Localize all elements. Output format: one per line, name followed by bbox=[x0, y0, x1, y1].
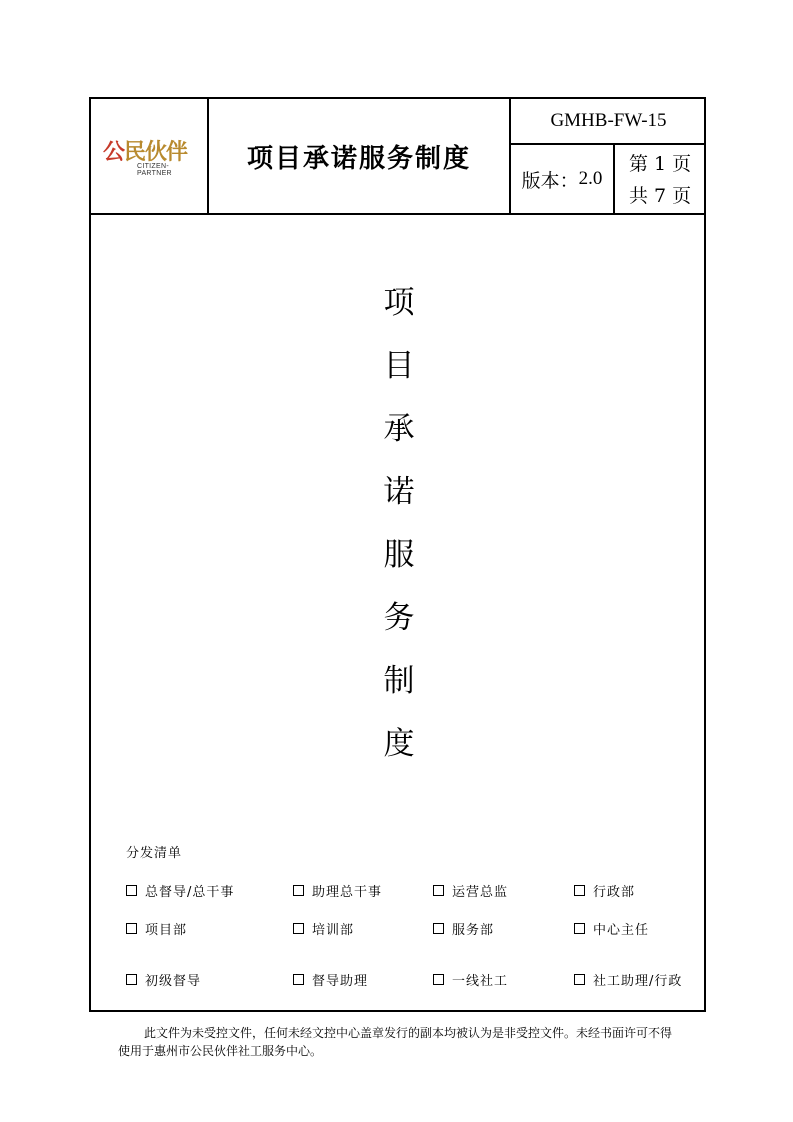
vertical-title-char: 目 bbox=[383, 348, 415, 384]
distribution-item-label: 助理总干事 bbox=[312, 885, 383, 900]
distribution-item[interactable] bbox=[433, 919, 494, 938]
vertical-title bbox=[376, 281, 422, 785]
distribution-item-label: 运营总监 bbox=[452, 885, 509, 900]
distribution-item[interactable] bbox=[433, 881, 508, 900]
logo bbox=[103, 135, 203, 179]
document-title: 项目承诺服务制度 bbox=[246, 143, 471, 174]
version-label: 版本： bbox=[521, 169, 579, 192]
vertical-title-char: 度 bbox=[383, 726, 415, 762]
checkbox[interactable] bbox=[574, 974, 585, 985]
vertical-title-char: 服 bbox=[383, 537, 415, 573]
checkbox[interactable] bbox=[126, 885, 137, 896]
distribution-item[interactable] bbox=[293, 970, 368, 989]
checkbox[interactable] bbox=[293, 885, 304, 896]
vertical-title-char: 诺 bbox=[383, 474, 415, 510]
distribution-item-label: 一线社工 bbox=[452, 974, 509, 989]
version-value: 2.0 bbox=[578, 168, 603, 189]
distribution-item[interactable] bbox=[126, 970, 201, 989]
checkbox[interactable] bbox=[126, 974, 137, 985]
checkbox[interactable] bbox=[574, 885, 585, 896]
distribution-item-label: 督导助理 bbox=[312, 974, 369, 989]
distribution-heading: 分发清单 bbox=[126, 846, 183, 861]
logo-text-cn-first: 公 bbox=[103, 140, 125, 165]
document-frame bbox=[89, 97, 706, 1012]
distribution-item-label: 社工助理/行政 bbox=[593, 974, 683, 989]
distribution-item[interactable] bbox=[574, 881, 635, 900]
logo-text-cn bbox=[103, 135, 187, 166]
checkbox[interactable] bbox=[293, 923, 304, 934]
logo-text-en: CITIZEN-PARTNER bbox=[137, 163, 172, 177]
distribution-item[interactable] bbox=[126, 881, 234, 900]
page-current: 第 1 页 bbox=[629, 153, 692, 175]
page-total: 共 7 页 bbox=[629, 185, 692, 207]
checkbox[interactable] bbox=[433, 974, 444, 985]
checkbox[interactable] bbox=[126, 923, 137, 934]
footer-line-2: 使用于惠州市公民伙伴社工服务中心。 bbox=[118, 1044, 323, 1058]
logo-text-cn-rest: 民伙伴 bbox=[124, 140, 188, 165]
distribution-item-label: 初级督导 bbox=[145, 974, 202, 989]
distribution-item-label: 服务部 bbox=[452, 923, 495, 938]
distribution-item[interactable] bbox=[126, 919, 187, 938]
vertical-title-char: 制 bbox=[383, 663, 415, 699]
distribution-item[interactable] bbox=[574, 970, 682, 989]
checkbox[interactable] bbox=[433, 923, 444, 934]
footer-note bbox=[118, 1024, 698, 1060]
distribution-item-label: 中心主任 bbox=[593, 923, 650, 938]
distribution-item[interactable] bbox=[433, 970, 508, 989]
checkbox[interactable] bbox=[293, 974, 304, 985]
distribution-item[interactable] bbox=[293, 919, 354, 938]
checkbox[interactable] bbox=[574, 923, 585, 934]
vertical-title-char: 务 bbox=[383, 600, 415, 636]
distribution-item-label: 培训部 bbox=[312, 923, 355, 938]
document-version bbox=[511, 145, 613, 213]
distribution-item[interactable] bbox=[574, 919, 649, 938]
distribution-item[interactable] bbox=[293, 881, 382, 900]
footer-line-1: 此文件为未受控文件，任何未经文控中心盖章发行的副本均被认为是非受控文件。未经书面许可不得 bbox=[144, 1026, 673, 1040]
vertical-title-char: 项 bbox=[383, 285, 415, 321]
document-code: GMHB-FW-15 bbox=[550, 110, 667, 131]
vertical-title-char: 承 bbox=[383, 411, 415, 447]
page-info bbox=[615, 145, 706, 213]
distribution-item-label: 总督导/总干事 bbox=[145, 885, 235, 900]
distribution-item-label: 项目部 bbox=[145, 923, 188, 938]
distribution-item-label: 行政部 bbox=[593, 885, 636, 900]
checkbox[interactable] bbox=[433, 885, 444, 896]
